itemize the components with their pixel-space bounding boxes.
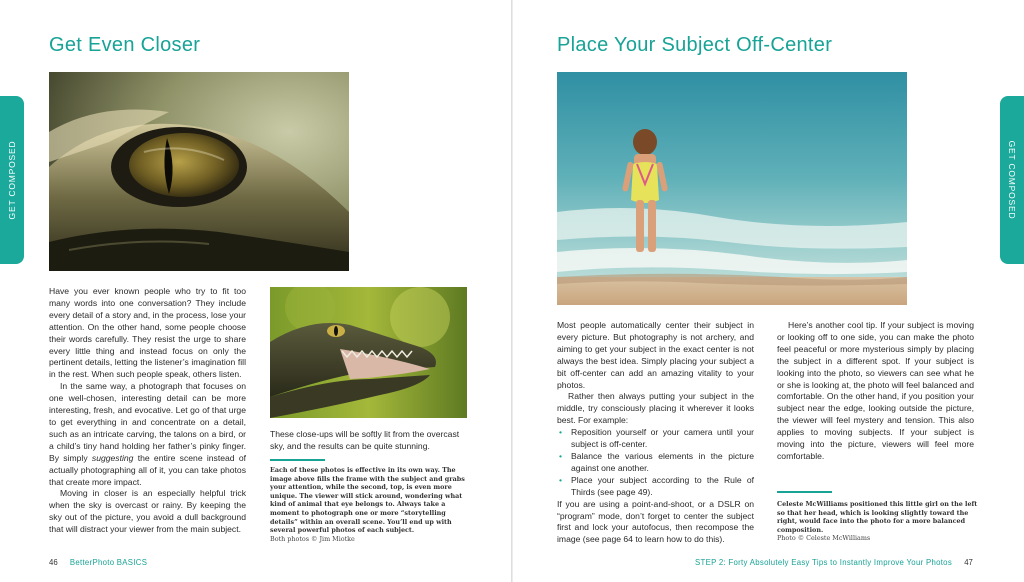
paragraph: Moving in closer is an especially helpful trick when the sky is overcast or rainy. By keeping the sky out of the picture, you avoid a dull background that will distract your viewer from the main subject. — [49, 488, 246, 535]
beach-girl-image — [557, 72, 907, 305]
chapter-tab-right — [1000, 96, 1024, 264]
photo-intro-caption: These close-ups will be softly lit from the overcast sky, and the results can be quite stunning. — [270, 429, 460, 451]
caption-text: Celeste McWilliams positioned this little girl on the left so that her head, which is looking slightly toward the right, would face into the photo for a more balanced composition. — [777, 500, 978, 534]
caption-rule — [270, 459, 325, 461]
right-page — [513, 0, 1024, 582]
book-title: BetterPhoto BASICS — [69, 558, 148, 567]
paragraph: Rather then always putting your subject in the middle, try consciously placing it wherever it looks best. For example: — [557, 391, 754, 426]
list-item: • Place your subject according to the Rule of Thirds (see page 49). — [571, 475, 754, 499]
list-item: • Reposition yourself or your camera until your subject is off-center. — [571, 427, 754, 451]
page-number: 47 — [964, 558, 973, 567]
right-body-column-2 — [777, 320, 974, 463]
alligator-eye-photo — [49, 72, 349, 271]
left-page — [0, 0, 511, 582]
left-body-text — [49, 286, 246, 536]
paragraph: In the same way, a photograph that focuses on one well-chosen, interesting detail can be more interesting, fresh, and evocative. Let go of that urge to get everything in and concentrate on a detail, such as an intricate carving, the talons on a bird, or a child’s tiny hand holding her father’s pinky finger. By simply suggesting the entire scene instead of actually photographing all of it, you can take photos that create more impact. — [49, 381, 246, 487]
tips-list — [557, 427, 754, 498]
page-number: 46 — [49, 558, 58, 567]
photo-credit: Photo © Celeste McWilliams — [777, 534, 871, 543]
chapter-tab-left — [0, 96, 24, 264]
list-item: • Balance the various elements in the picture against one another. — [571, 451, 754, 475]
alligator-eye-image — [49, 72, 349, 271]
chapter-tab-label: GET COMPOSED — [7, 140, 17, 220]
baby-alligator-image — [270, 287, 467, 418]
right-footer — [695, 558, 973, 567]
left-footer — [49, 558, 147, 567]
right-body-column-1 — [557, 320, 754, 546]
left-photo-caption — [270, 466, 470, 543]
paragraph: Have you ever known people who try to fit too many words into one conversation? They include every detail of a story and, in the process, lose your attention. On the other hand, some people choose their words carefully. They resist the urge to share every little thing and instead focus on only the pertinent details, letting the listener’s imagination fill in the rest. When such people speak, others listen. — [49, 286, 246, 380]
left-page-heading: Get Even Closer — [49, 34, 201, 56]
photo-credit: Both photos © Jim Miotke — [270, 534, 355, 543]
right-page-heading: Place Your Subject Off-Center — [557, 34, 833, 56]
caption-rule — [777, 491, 832, 493]
paragraph: Most people automatically center their subject in every picture. But photography is not archery, and aiming to get your subject in the exact center is not always the best idea. Simply placing your subject a bit off-center can add an amazing vitality to your photos. — [557, 320, 754, 390]
right-photo-caption — [777, 500, 987, 543]
chapter-tab-label: GET COMPOSED — [1007, 140, 1017, 220]
baby-alligator-photo — [270, 287, 467, 418]
caption-text: Each of these photos is effective in its own way. The image above fills the frame with the subject and grabs your attention, while the second, top, is even more unique. The viewer will stick around, wondering what kind of animal that eye belongs to. Always take a moment to photograph one or more “storytelling details” within an overall scene. You’ll end up with several powerful photos of each subject. — [270, 466, 465, 535]
paragraph: If you are using a point-and-shoot, or a DSLR on “program” mode, don’t forget to center the subject first and lock your autofocus, then recompose the image (see page 64 to learn how to do this). — [557, 498, 754, 545]
beach-girl-photo — [557, 72, 907, 305]
paragraph: Here’s another cool tip. If your subject is moving or looking off to one side, you can make the photo feel peaceful or more mysterious simply by placing the subject in a different spot. If your subject is looking into the photo, so viewers can see what he or she is looking at, the photo will feel balanced and comfortable. On the other hand, if you position your subject near the edge, looking outside the picture, the viewer will feel mystery and tension. This also applies to moving subjects. If your subject is moving into the picture, viewers will feel more comfortable. — [777, 320, 974, 461]
chapter-title: STEP 2: Forty Absolutely Easy Tips to Instantly Improve Your Photos — [695, 558, 953, 567]
